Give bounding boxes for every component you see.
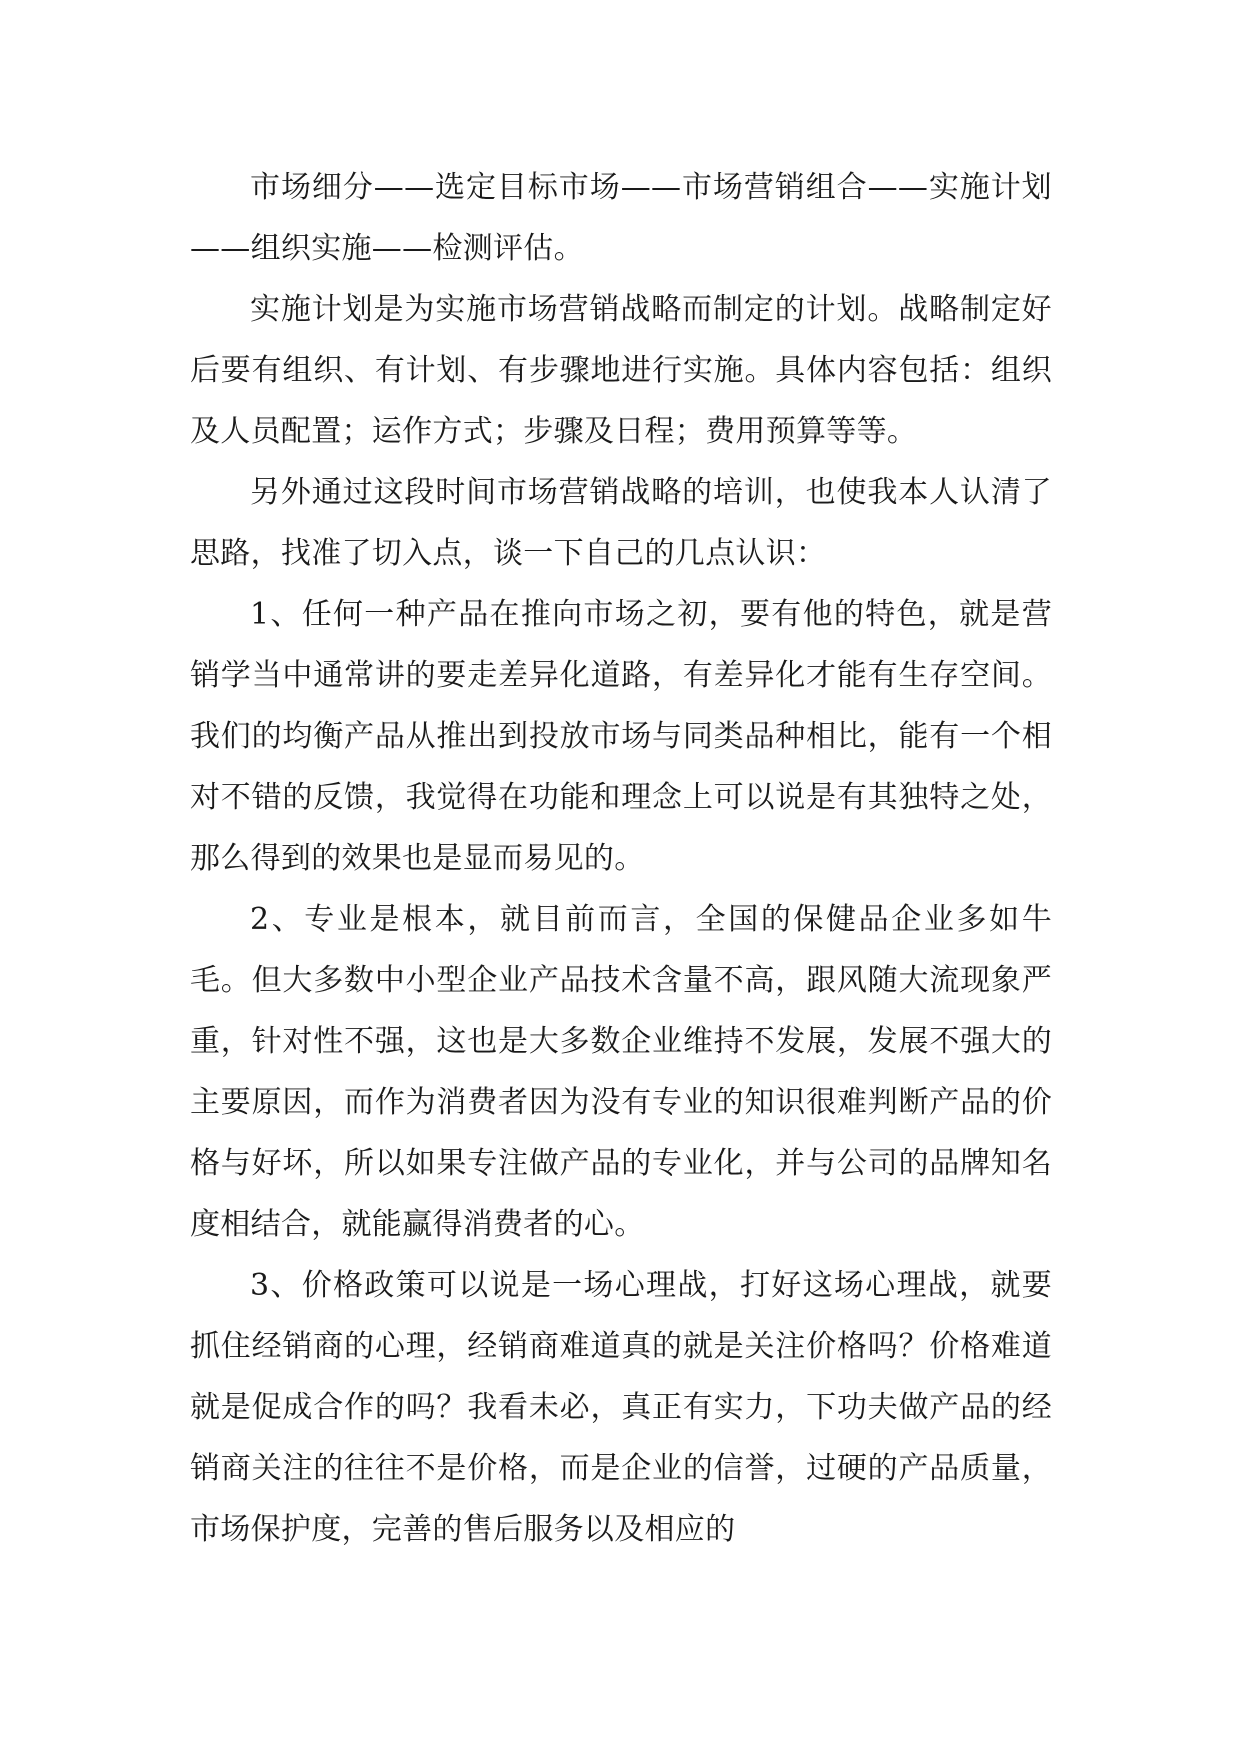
document-page xyxy=(190,157,1052,1560)
paragraph-process-flow: 市场细分——选定目标市场——市场营销组合——实施计划——组织实施——检测评估。 xyxy=(190,170,1052,266)
paragraph-implementation-plan: 实施计划是为实施市场营销战略而制定的计划。战略制定好后要有组织、有计划、有步骤地进行实施。具体内容包括：组织及人员配置；运作方式；步骤及日程；费用预算等等。 xyxy=(190,292,1052,449)
paragraph-point-1: 1、任何一种产品在推向市场之初，要有他的特色，就是营销学当中通常讲的要走差异化道路，有差异化才能有生存空间。我们的均衡产品从推出到投放市场与同类品种相比，能有一个相对不错的反馈，我觉得在功能和理念上可以说是有其独特之处，那么得到的效果也是显而易见的。 xyxy=(190,597,1052,876)
paragraph-point-3: 3、价格政策可以说是一场心理战，打好这场心理战，就要抓住经销商的心理，经销商难道真的就是关注价格吗？价格难道就是促成合作的吗？我看未必，真正有实力，下功夫做产品的经销商关注的往往不是价格，而是企业的信誉，过硬的产品质量，市场保护度，完善的售后服务以及相应的 xyxy=(190,1268,1052,1547)
paragraph-point-2: 2、专业是根本，就目前而言，全国的保健品企业多如牛毛。但大多数中小型企业产品技术含量不高，跟风随大流现象严重，针对性不强，这也是大多数企业维持不发展，发展不强大的主要原因，而作为消费者因为没有专业的知识很难判断产品的价格与好坏，所以如果专注做产品的专业化，并与公司的品牌知名度相结合，就能赢得消费者的心。 xyxy=(190,902,1052,1242)
paragraph-training-intro: 另外通过这段时间市场营销战略的培训，也使我本人认清了思路，找准了切入点，谈一下自己的几点认识： xyxy=(190,475,1052,571)
